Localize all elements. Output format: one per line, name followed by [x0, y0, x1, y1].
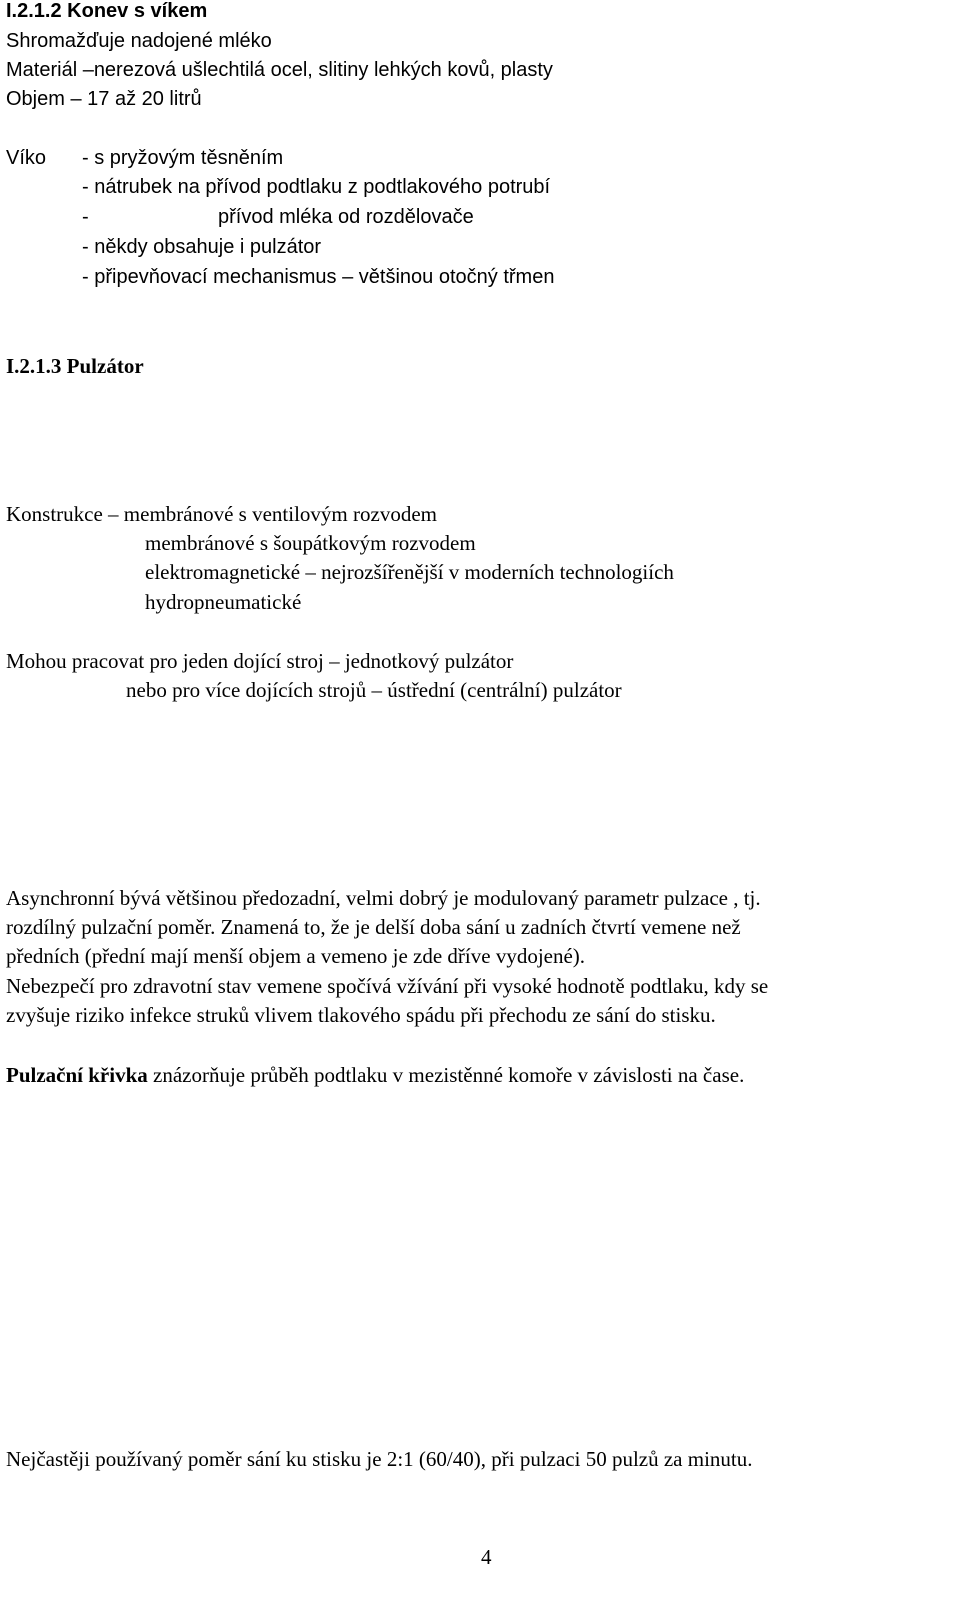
mohou-line: nebo pro více dojících strojů – ústřední (centrální) pulzátor: [126, 678, 622, 702]
section-heading-pulzator: I.2.1.3 Pulzátor: [6, 354, 144, 378]
konstrukce-line: Konstrukce – membránové s ventilovým rozvodem: [6, 502, 437, 526]
konev-line: Shromažďuje nadojené mléko: [6, 30, 272, 52]
viko-item: - někdy obsahuje i pulzátor: [82, 236, 322, 258]
viko-item: - nátrubek na přívod podtlaku z podtlakového potrubí: [82, 176, 551, 198]
pulzacni-krivka-definition: znázorňuje průběh podtlaku v mezistěnné komoře v závislosti na čase.: [147, 1063, 745, 1087]
asynchronni-line: Nebezpečí pro zdravotní stav vemene spočívá vžívání při vysoké hodnotě podtlaku, kdy se: [6, 974, 769, 998]
asynchronni-line: rozdílný pulzační poměr. Znamená to, že je delší doba sání u zadních čtvrtí vemene než: [6, 915, 741, 939]
page-number: 4: [481, 1545, 492, 1569]
asynchronni-line: předních (přední mají menší objem a vemeno je zde dříve vydojené).: [6, 944, 586, 968]
asynchronni-line: Asynchronní bývá většinou předozadní, velmi dobrý je modulovaný parametr pulzace , tj.: [6, 886, 761, 910]
viko-item-dash: -: [82, 206, 89, 228]
konstrukce-item: membránové s šoupátkovým rozvodem: [145, 531, 476, 555]
konev-line: Materiál –nerezová ušlechtilá ocel, slitiny lehkých kovů, plasty: [6, 59, 553, 81]
asynchronni-line: zvyšuje riziko infekce struků vlivem tlakového spádu při přechodu ze sání do stisku.: [6, 1003, 716, 1027]
viko-item: přívod mléka od rozdělovače: [218, 206, 474, 228]
viko-label: Víko: [6, 147, 47, 169]
konev-line: Objem – 17 až 20 litrů: [6, 88, 202, 110]
section-heading-konev: I.2.1.2 Konev s víkem: [6, 0, 208, 22]
konstrukce-item: elektromagnetické – nejrozšířenější v moderních technologiích: [145, 560, 674, 584]
viko-item: - s pryžovým těsněním: [82, 147, 284, 169]
viko-item: - připevňovací mechanismus – většinou otočný třmen: [82, 266, 555, 288]
pulzacni-krivka-line: [6, 1060, 744, 1090]
pomer-line: Nejčastěji používaný poměr sání ku stisku je 2:1 (60/40), při pulzaci 50 pulzů za minutu.: [6, 1447, 753, 1471]
konstrukce-item: hydropneumatické: [145, 590, 302, 614]
mohou-line: Mohou pracovat pro jeden dojící stroj – jednotkový pulzátor: [6, 649, 514, 673]
pulzacni-krivka-term: Pulzační křivka: [6, 1063, 148, 1087]
